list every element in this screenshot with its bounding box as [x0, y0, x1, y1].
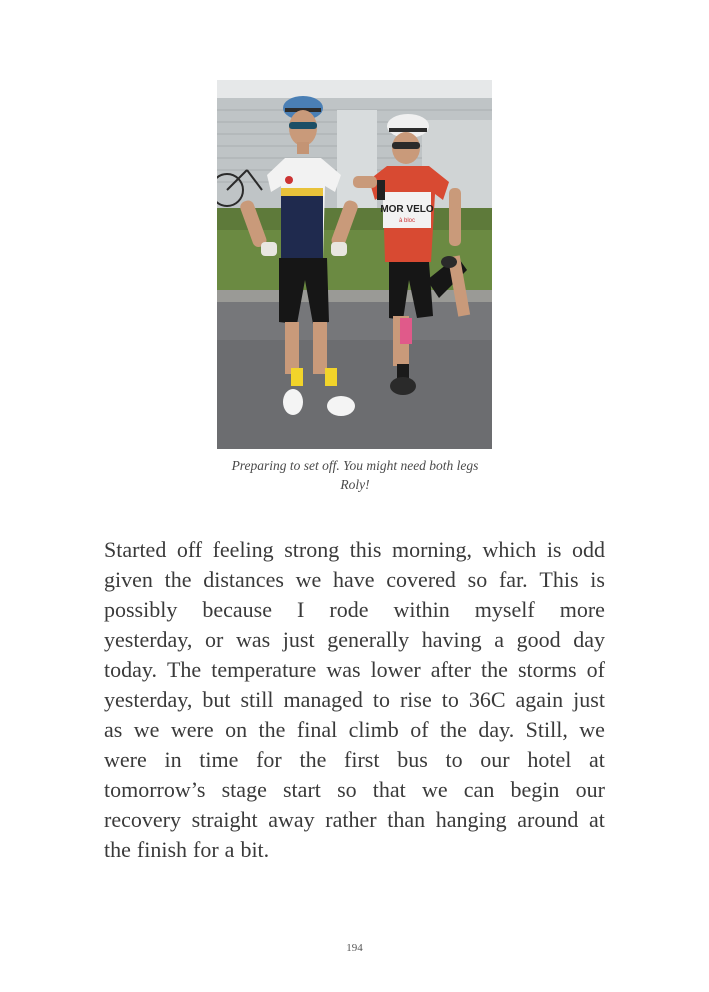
- body-line: as we were on the final climb of the day. Still, we: [104, 717, 605, 742]
- svg-text:MOR VELO: MOR VELO: [380, 204, 434, 215]
- caption-line-1: Preparing to set off. You might need both legs: [231, 458, 479, 473]
- page-number: 194: [346, 942, 363, 954]
- body-line: yesterday, or was just generally having a good day: [104, 627, 605, 652]
- body-line: were in time for the first bus to our hotel at: [104, 747, 605, 772]
- body-line: given the distances we have covered so far. This is: [104, 567, 605, 592]
- caption-line-2: Roly!: [340, 477, 370, 492]
- body-line: yesterday, but still managed to rise to 36C again just: [104, 687, 605, 712]
- body-line: Started off feeling strong this morning, which is odd: [104, 537, 605, 562]
- photo-illustration: [217, 80, 492, 449]
- cyclists-photo: [217, 80, 492, 449]
- photo-caption: [200, 456, 510, 494]
- body-line: possibly because I rode within myself more: [104, 597, 605, 622]
- body-line: the finish for a bit.: [104, 837, 270, 862]
- body-line: recovery straight away rather than hanging around at: [104, 807, 605, 832]
- svg-text:à bloc: à bloc: [398, 218, 416, 224]
- body-line: tomorrow’s stage start so that we can begin our: [104, 777, 605, 802]
- body-paragraph: [104, 535, 605, 865]
- body-line: today. The temperature was lower after the storms of: [104, 657, 605, 682]
